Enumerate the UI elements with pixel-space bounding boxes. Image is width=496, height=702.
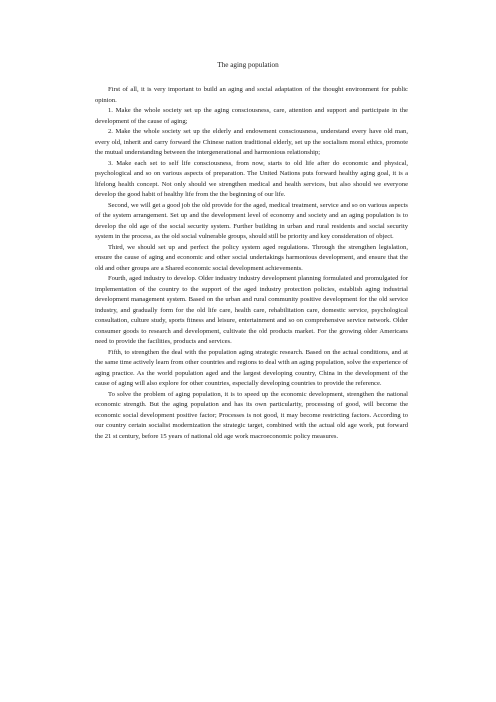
paragraph: To solve the problem of aging population, it is to speed up the economic development, strengthen the national economic strength. But the aging population and has its own particularity, processing of good, will become the economic social development positive factor; Processes is not good, it may become restricting factors. According to our country certain socialist modernization the strategic target, combined with the actual old age work, put forward the 21 st century, before 15 years of national old age work macroeconomic policy measures. <box>95 390 408 440</box>
paragraph: First of all, it is very important to build an aging and social adaptation of the thought environment for public opinion. <box>95 86 408 104</box>
document-title: The aging population <box>217 61 279 69</box>
paragraph: 3. Make each set to self life consciousness, from now, starts to old life after do economic and physical, psychological and so on various aspects of preparation. The United Nations puts forward healthy aging goal, it is a lifelong health concept. Not only should we strengthen medical and health services, but also should we everyone develop the good habit of healthy life from the the beginning of our life. <box>95 159 408 198</box>
paragraph: Third, we should set up and perfect the policy system aged regulations. Through the strengthen legislation, ensure the cause of aging and economic and other social undertakings harmonious development, and ensure that the old and other groups are a Shared economic social development achievements. <box>95 243 408 272</box>
paragraph: Fifth, to strengthen the deal with the population aging strategic research. Based on the actual conditions, and at the same time actively learn from other countries and regions to deal with an aging population, solve the experience of aging practice. As the world population aged and the largest developing country, China in the development of the cause of aging will also explore for other countries, especially developing countries to provide the reference. <box>95 348 408 387</box>
paragraph: Fourth, aged industry to develop. Older industry industry development planning formulated and promulgated for implementation of the country to the support of the aged industry protection policies, establish aging industrial development management system. Based on the urban and rural community positive development for the old service industry, and gradually form for the old life care, health care, rehabilitation care, domestic service, psychological consultation, culture study, sports fitness and leisure, entertainment and so on comprehensive service network. Older consumer goods to research and development, cultivate the old products market. For the growing older Americans need to provide the facilities, products and services. <box>95 275 408 345</box>
paragraph: 2. Make the whole society set up the elderly and endowment consciousness, understand every have old man, every old, inherit and carry forward the Chinese nation traditional elderly, set up the socialism moral ethics, promote the mutual understanding between the intergenerational and harmonious relationship; <box>95 128 408 156</box>
paragraph: 1. Make the whole society set up the aging consciousness, care, attention and support and participate in the development of the cause of aging; <box>95 107 408 125</box>
paragraph: Second, we will get a good job the old provide for the aged, medical treatment, service and so on various aspects of the system arrangement. Set up and the development level of economy and society and an aging population is to develop the old age of the social security system. Further building in urban and rural residents and social security system in the process, as the old social vulnerable groups, should still be priority and key consideration of object. <box>95 201 408 240</box>
document-body <box>95 85 408 442</box>
